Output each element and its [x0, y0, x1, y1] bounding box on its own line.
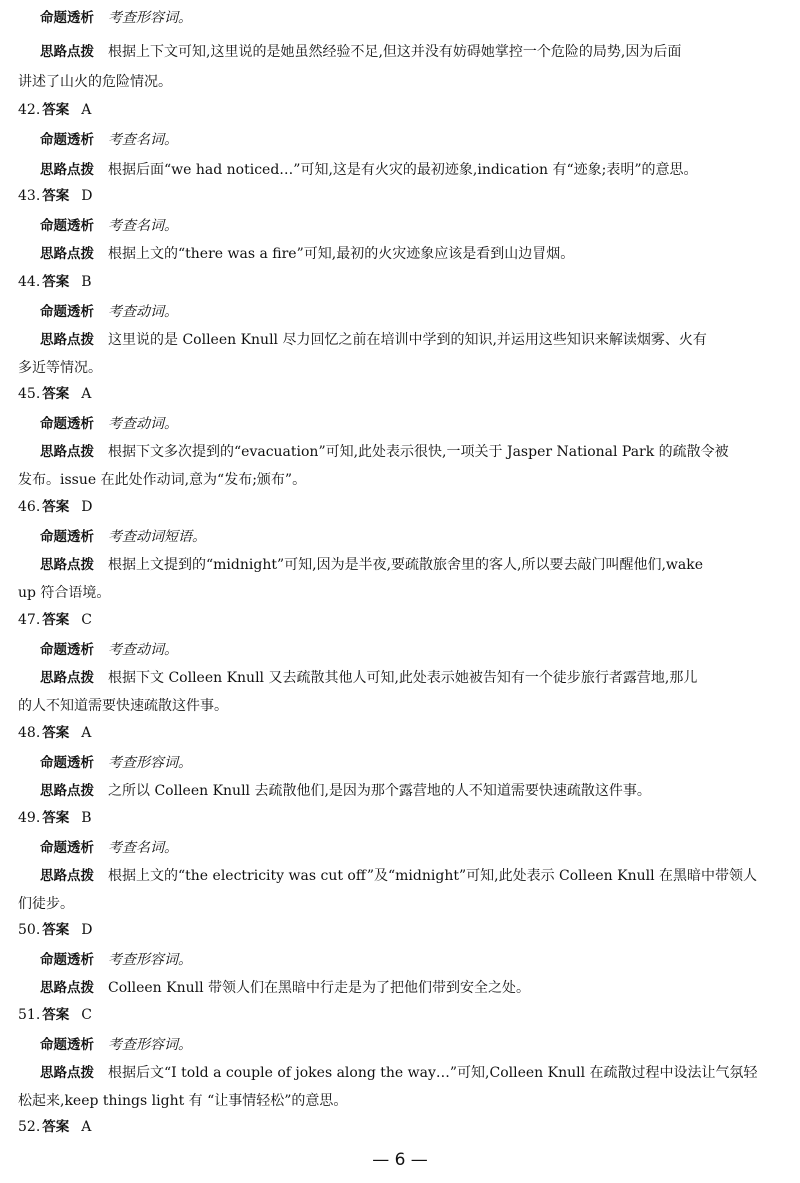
answer-label: 答案: [42, 188, 70, 204]
analysis-label: 命题透析: [40, 642, 94, 658]
analysis-label: 命题透析: [40, 132, 94, 148]
answer-letter: D: [81, 922, 93, 938]
answer-line: [18, 1117, 91, 1137]
analysis-label: 命题透析: [40, 10, 94, 26]
question-number: 52.: [18, 1119, 41, 1135]
hint-continuation: 松起来,keep things light 有 “让事情轻松”的意思。: [18, 1093, 348, 1109]
hint-text: Colleen Knull 带领人们在黑暗中行走是为了把他们带到安全之处。: [108, 980, 531, 996]
answer-line: [18, 920, 93, 940]
hint-continuation: 多近等情况。: [18, 360, 102, 376]
analysis-line: [40, 640, 178, 660]
hint-text: 之所以 Colleen Knull 去疏散他们,是因为那个露营地的人不知道需要快速疏散这件事。: [108, 783, 651, 799]
hint-line: [40, 866, 757, 886]
analysis-label: 命题透析: [40, 952, 94, 968]
hint-text: 根据后文“I told a couple of jokes along the way…”可知,Colleen Knull 在疏散过程中设法让气氛轻: [108, 1065, 758, 1081]
analysis-text: 考查形容词。: [108, 1037, 192, 1053]
analysis-text: 考查名词。: [108, 132, 178, 148]
hint-text: 根据上文提到的“midnight”可知,因为是半夜,要疏散旅舍里的客人,所以要去敲门叫醒他们,wake: [108, 557, 704, 573]
analysis-label: 命题透析: [40, 529, 94, 545]
question-number: 48.: [18, 725, 41, 741]
hint-text: 根据后面“we had noticed…”可知,这是有火灾的最初迹象,indication 有“迹象;表明”的意思。: [108, 162, 698, 178]
answer-letter: D: [81, 188, 93, 204]
analysis-label: 命题透析: [40, 1037, 94, 1053]
answer-letter: B: [81, 810, 92, 826]
hint-label: 思路点拨: [40, 246, 94, 262]
hint-line: [40, 781, 651, 801]
hint-line: [40, 442, 729, 462]
answer-label: 答案: [42, 612, 70, 628]
hint-label: 思路点拨: [40, 444, 94, 460]
answer-line: [18, 610, 92, 630]
question-number: 46.: [18, 499, 41, 515]
hint-label: 思路点拨: [40, 44, 94, 60]
hint-label: 思路点拨: [40, 980, 94, 996]
hint-text: 根据上下文可知,这里说的是她虽然经验不足,但这并没有妨碍她掌控一个危险的局势,因为后面: [108, 44, 682, 60]
hint-text: 根据上文的“there was a fire”可知,最初的火灾迹象应该是看到山边冒烟。: [108, 246, 575, 262]
answer-letter: A: [81, 1119, 92, 1135]
analysis-line: [40, 302, 178, 322]
hint-continuation: 们徒步。: [18, 896, 74, 912]
answer-label: 答案: [42, 386, 70, 402]
analysis-text: 考查名词。: [108, 218, 178, 234]
hint-line: [40, 42, 681, 62]
analysis-text: 考查动词短语。: [108, 529, 206, 545]
answer-line: [18, 100, 91, 120]
hint-label: 思路点拨: [40, 868, 94, 884]
answer-letter: A: [81, 386, 92, 402]
page-number: — 6 —: [372, 1150, 428, 1170]
analysis-text: 考查动词。: [108, 416, 178, 432]
answer-label: 答案: [42, 1119, 70, 1135]
analysis-line: [40, 950, 192, 970]
answer-line: [18, 186, 93, 206]
hint-line: [40, 160, 698, 180]
hint-continuation: 发布。issue 在此处作动词,意为“发布;颁布”。: [18, 472, 307, 488]
hint-text: 根据下文 Colleen Knull 又去疏散其他人可知,此处表示她被告知有一个徒步旅行者露营地,那儿: [108, 670, 698, 686]
question-number: 50.: [18, 922, 41, 938]
hint-label: 思路点拨: [40, 557, 94, 573]
hint-continuation: up 符合语境。: [18, 585, 111, 601]
analysis-line: [40, 838, 178, 858]
answer-line: [18, 384, 91, 404]
answer-label: 答案: [42, 922, 70, 938]
question-number: 44.: [18, 274, 41, 290]
analysis-label: 命题透析: [40, 416, 94, 432]
answer-letter: D: [81, 499, 93, 515]
hint-label: 思路点拨: [40, 1065, 94, 1081]
answer-letter: A: [81, 725, 92, 741]
answer-letter: C: [81, 1007, 92, 1023]
answer-letter: A: [81, 102, 92, 118]
question-number: 42.: [18, 102, 41, 118]
question-number: 43.: [18, 188, 41, 204]
analysis-text: 考查形容词。: [108, 10, 192, 26]
analysis-text: 考查动词。: [108, 642, 178, 658]
answer-label: 答案: [42, 810, 70, 826]
hint-label: 思路点拨: [40, 783, 94, 799]
analysis-line: [40, 753, 192, 773]
hint-line: [40, 978, 530, 998]
answer-line: [18, 272, 92, 292]
answer-letter: B: [81, 274, 92, 290]
answer-line: [18, 497, 93, 517]
hint-label: 思路点拨: [40, 162, 94, 178]
question-number: 51.: [18, 1007, 41, 1023]
analysis-text: 考查形容词。: [108, 952, 192, 968]
analysis-text: 考查名词。: [108, 840, 178, 856]
hint-continuation: 讲述了山火的危险情况。: [18, 74, 172, 90]
analysis-text: 考查动词。: [108, 304, 178, 320]
answer-label: 答案: [42, 274, 70, 290]
answer-label: 答案: [42, 725, 70, 741]
answer-label: 答案: [42, 1007, 70, 1023]
question-number: 45.: [18, 386, 41, 402]
hint-label: 思路点拨: [40, 670, 94, 686]
question-number: 49.: [18, 810, 41, 826]
hint-line: [40, 1063, 758, 1083]
hint-continuation: 的人不知道需要快速疏散这件事。: [18, 698, 228, 714]
answer-line: [18, 808, 92, 828]
analysis-line: [40, 1035, 192, 1055]
analysis-label: 命题透析: [40, 840, 94, 856]
answer-label: 答案: [42, 499, 70, 515]
hint-line: [40, 244, 574, 264]
answer-line: [18, 1005, 92, 1025]
analysis-label: 命题透析: [40, 304, 94, 320]
question-number: 47.: [18, 612, 41, 628]
analysis-line: [40, 414, 178, 434]
analysis-line: [40, 8, 192, 28]
answer-line: [18, 723, 91, 743]
analysis-label: 命题透析: [40, 755, 94, 771]
hint-line: [40, 668, 697, 688]
analysis-label: 命题透析: [40, 218, 94, 234]
analysis-text: 考查形容词。: [108, 755, 192, 771]
answer-label: 答案: [42, 102, 70, 118]
hint-label: 思路点拨: [40, 332, 94, 348]
hint-line: [40, 555, 703, 575]
hint-text: 这里说的是 Colleen Knull 尽力回忆之前在培训中学到的知识,并运用这些知识来解读烟雾、火有: [108, 332, 707, 348]
hint-text: 根据上文的“the electricity was cut off”及“midnight”可知,此处表示 Colleen Knull 在黑暗中带领人: [108, 868, 758, 884]
analysis-line: [40, 527, 206, 547]
analysis-line: [40, 130, 178, 150]
hint-text: 根据下文多次提到的“evacuation”可知,此处表示很快,一项关于 Jasper National Park 的疏散令被: [108, 444, 729, 460]
hint-line: [40, 330, 707, 350]
analysis-line: [40, 216, 178, 236]
answer-letter: C: [81, 612, 92, 628]
